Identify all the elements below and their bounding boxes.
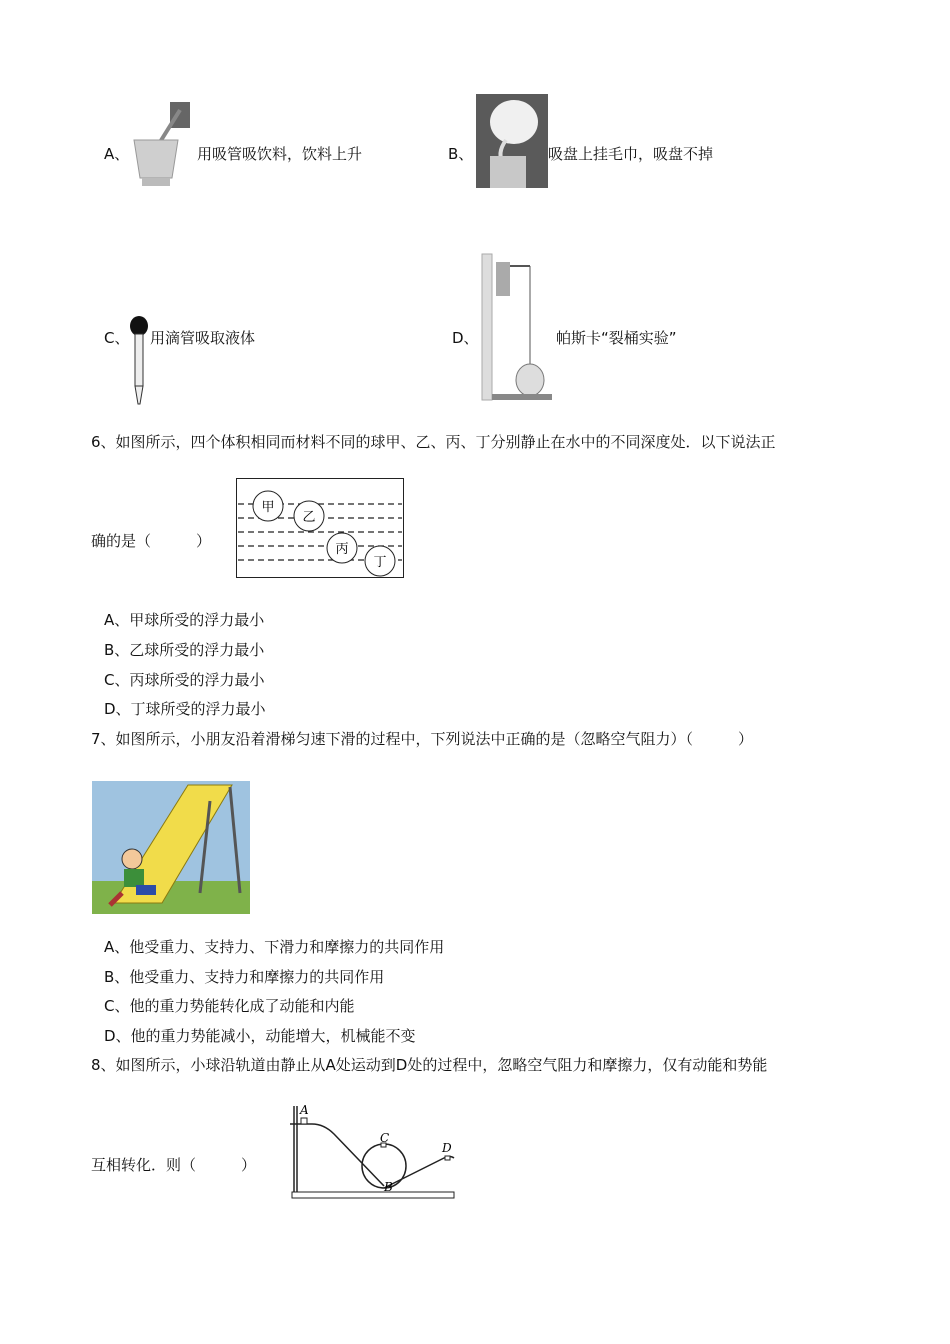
q6-option-a: A、甲球所受的浮力最小 <box>104 611 265 629</box>
straw-drink-illustration <box>126 100 192 190</box>
pascal-barrel-illustration <box>480 252 554 402</box>
q7-option-d: D、他的重力势能减小，动能增大，机械能不变 <box>104 1027 416 1045</box>
q6-option-d: D、丁球所受的浮力最小 <box>104 700 266 718</box>
ball-ding-label: 丁 <box>373 555 387 570</box>
q5-option-b-text: 吸盘上挂毛巾，吸盘不掉 <box>548 145 714 163</box>
q5-option-d-text: 帕斯卡“裂桶实验” <box>556 329 677 347</box>
q5-option-c-text: 用滴管吸取液体 <box>150 329 256 347</box>
q5-option-a-label: A、 <box>104 145 130 163</box>
ball-bing-label: 丙 <box>335 542 349 557</box>
buoyancy-tank-figure <box>236 478 404 578</box>
ball-at-a <box>301 1118 307 1124</box>
q6-option-b: B、乙球所受的浮力最小 <box>104 641 265 659</box>
q5-option-a-text: 用吸管吸饮料，饮料上升 <box>197 145 363 163</box>
loop-track-figure <box>284 1100 458 1204</box>
q5-option-d-label: D、 <box>452 329 479 347</box>
q6-stem-line1: 6、如图所示，四个体积相同而材料不同的球甲、乙、丙、丁分别静止在水中的不同深度处．以下说法正 <box>91 433 776 451</box>
q8-stem-line2: 互相转化．则（ ） <box>91 1156 257 1174</box>
q6-option-c: C、丙球所受的浮力最小 <box>104 671 265 689</box>
q6-stem-line2: 确的是（ ） <box>91 532 212 550</box>
point-d-label: D <box>442 1141 452 1155</box>
q7-stem: 7、如图所示，小朋友沿着滑梯匀速下滑的过程中，下列说法中正确的是（忽略空气阻力）（ ） <box>91 730 754 748</box>
point-a-label: A <box>300 1103 309 1117</box>
q5-option-b-label: B、 <box>448 145 474 163</box>
dropper-illustration <box>126 316 152 406</box>
slide-child-illustration <box>92 781 250 914</box>
point-c-label: C <box>380 1131 390 1145</box>
suction-cup-towel-illustration <box>476 94 548 188</box>
q8-stem-line1: 8、如图所示，小球沿轨道由静止从A处运动到D处的过程中，忽略空气阻力和摩擦力，仅有动能和势能 <box>91 1056 768 1074</box>
ball-jia-label: 甲 <box>261 500 275 515</box>
q7-option-b: B、他受重力、支持力和摩擦力的共同作用 <box>104 968 385 986</box>
q7-option-a: A、他受重力、支持力、下滑力和摩擦力的共同作用 <box>104 938 445 956</box>
ball-yi-label: 乙 <box>302 510 316 525</box>
point-b-label: B <box>384 1180 393 1194</box>
ball-at-d <box>445 1156 450 1160</box>
q5-option-c-label: C、 <box>104 329 130 347</box>
q7-option-c: C、他的重力势能转化成了动能和内能 <box>104 997 355 1015</box>
